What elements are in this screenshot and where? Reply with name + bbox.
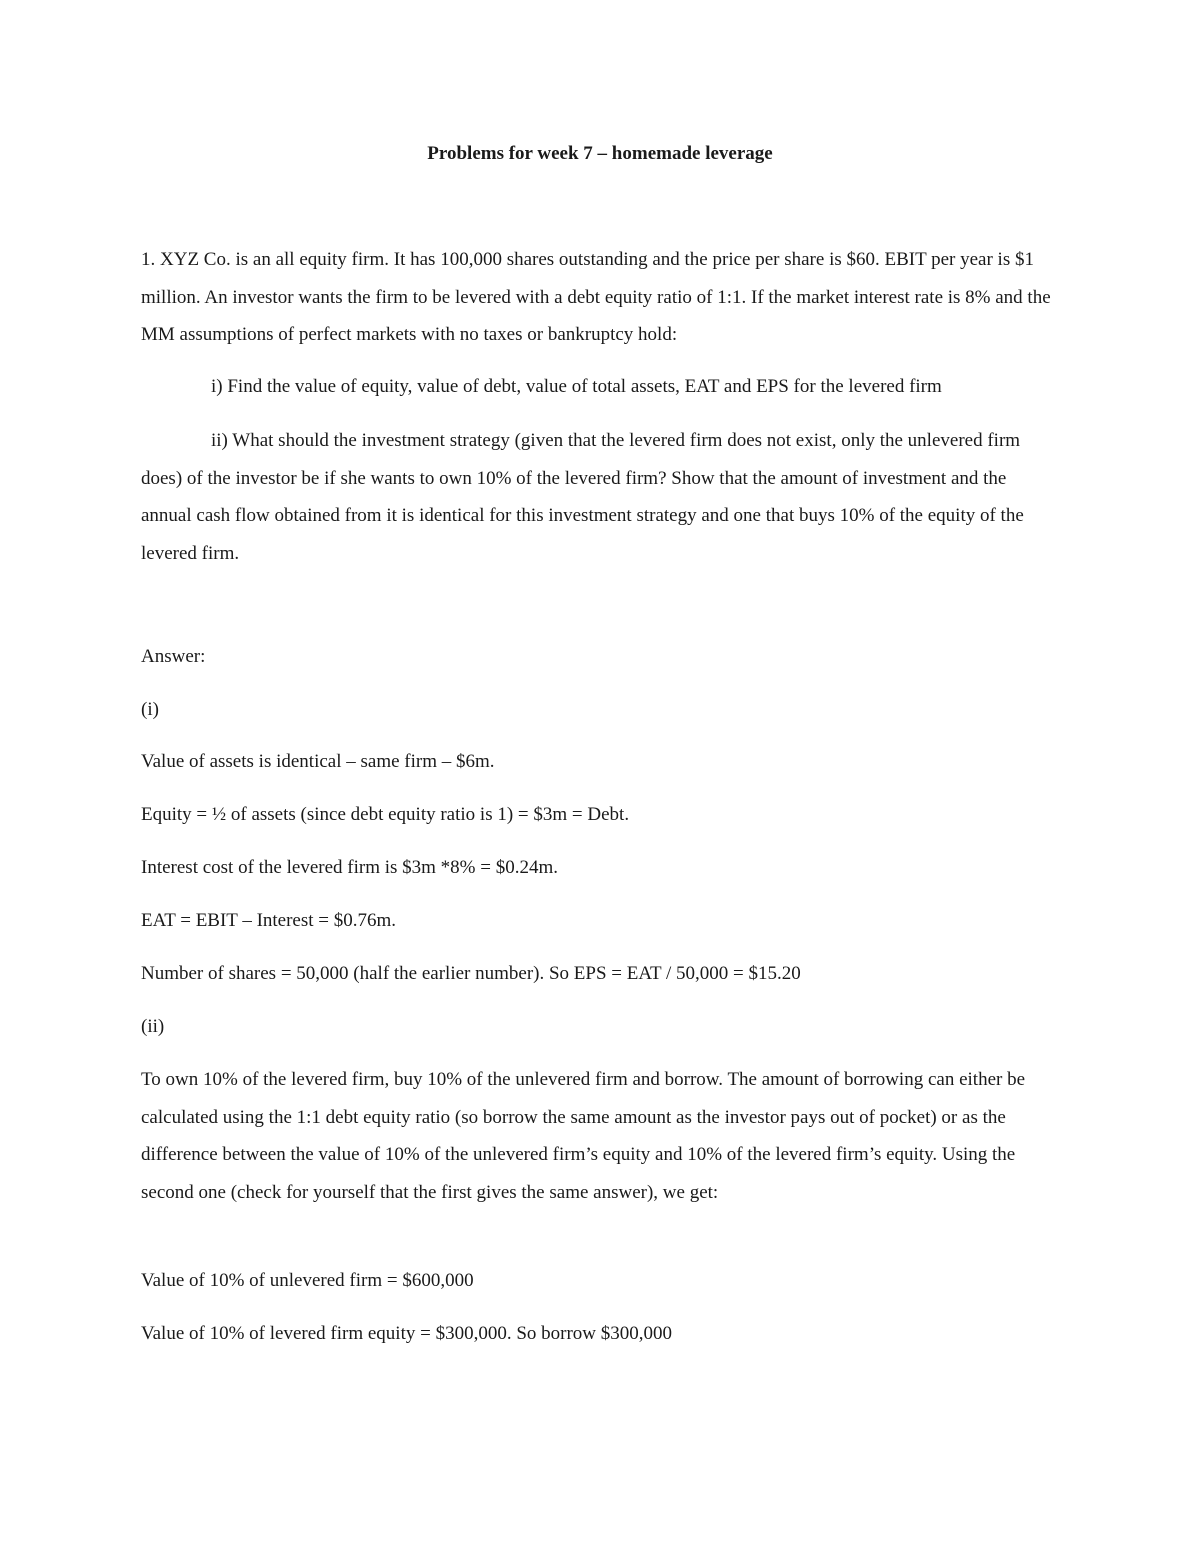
answer-ii-line: Value of 10% of levered firm equity = $300,000. So borrow $300,000 (141, 1323, 673, 1344)
answer-heading: Answer: (141, 646, 206, 667)
answer-ii-line: Value of 10% of unlevered firm = $600,000 (141, 1270, 474, 1291)
problem-part-ii: ii) What should the investment strategy (given that the levered firm does not exist, only the unlevered firm does) of the investor be if she wants to own 10% of the levered firm? Show that the amount of investment and the annual cash flow obtained from it is identical for this investment strategy and one that buys 10% of the equity of the levered firm. (141, 430, 1024, 564)
answer-i-line: Number of shares = 50,000 (half the earlier number). So EPS = EAT / 50,000 = $15.20 (141, 963, 801, 984)
answer-i-line: Interest cost of the levered firm is $3m *8% = $0.24m. (141, 857, 559, 878)
problem-intro: 1. XYZ Co. is an all equity firm. It has 100,000 shares outstanding and the price per share is $60. EBIT per year is $1 million. An investor wants the firm to be levered with a debt equity ratio of 1:1. If the market interest rate is 8% and the MM assumptions of perfect markets with no taxes or bankruptcy hold: (141, 249, 1051, 345)
answer-ii-paragraph: To own 10% of the levered firm, buy 10% of the unlevered firm and borrow. The amount of borrowing can either be calculated using the 1:1 debt equity ratio (so borrow the same amount as the investor pays out of pocket) or as the difference between the value of 10% of the unlevered firm’s equity and 10% of the levered firm’s equity. Using the second one (check for yourself that the first gives the same answer), we get: (141, 1069, 1026, 1203)
answer-i-line: Value of assets is identical – same firm – $6m. (141, 751, 495, 772)
answer-i-label: (i) (141, 699, 159, 720)
answer-i-line: EAT = EBIT – Interest = $0.76m. (141, 910, 397, 931)
document-title: Problems for week 7 – homemade leverage (427, 143, 773, 164)
problem-part-i: i) Find the value of equity, value of debt, value of total assets, EAT and EPS for the levered firm (211, 376, 942, 397)
answer-ii-label: (ii) (141, 1016, 165, 1037)
answer-i-line: Equity = ½ of assets (since debt equity ratio is 1) = $3m = Debt. (141, 804, 630, 825)
